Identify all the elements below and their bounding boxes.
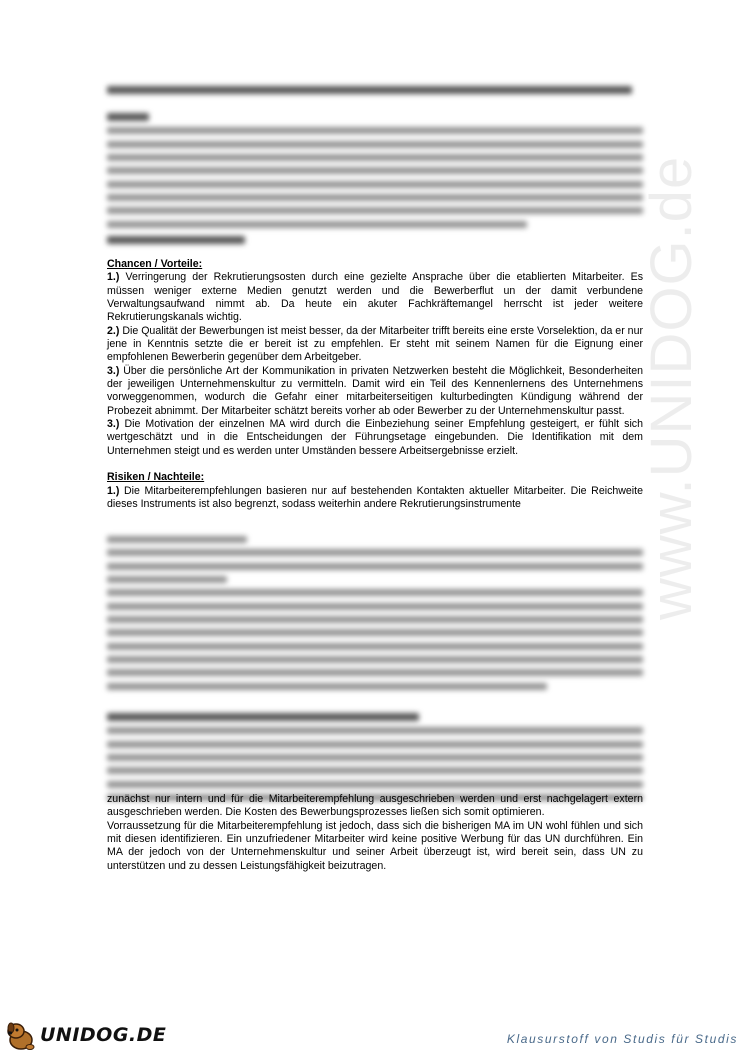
item-number: 1.) <box>107 484 120 497</box>
item-text: Die Motivation der einzelnen MA wird durch die Einbeziehung seiner Empfehlung gesteigert, er fühlt sich wertgeschätzt und in die Entscheidungen der Führungsetage eingebunden. Die Identifikation mit dem Unternehmen steigt und es werden unter Umständen bessere Arbeitsergebnisse erzielt. <box>107 418 643 457</box>
footer-tagline: Klausurstoff von Studis für Studis <box>506 1032 738 1046</box>
chancen-heading: Chancen / Vorteile: <box>107 258 203 270</box>
dog-mascot-icon <box>4 1018 38 1052</box>
chancen-item-4 <box>107 418 643 458</box>
item-number: 2.) <box>107 324 120 337</box>
tail-paragraph-1: zunächst nur intern und für die Mitarbeiterempfehlung ausgeschrieben werden und erst nachgelagert extern ausgeschrieben werden. Die Kosten des Bewerbungsprozesses ließen sich somit optimieren. <box>107 793 643 819</box>
item-text: Über die persönliche Art der Kommunikation in privaten Netzwerken besteht die Möglichkeit, Besonderheiten der jeweiligen Unternehmenskultur zu vermitteln. Damit wird ein Teil des Kennenlernens des Unternehmens vorweggenommen, wodurch die Gefahr einer mitarbeiterseitigen kulturbedingten Kündigung während der Probezeit abnimmt. Der Mitarbeiter schätzt bereits vorher ab oder Bewerber zu der Unternehmenskultur passt. <box>107 364 643 417</box>
risiken-heading: Risiken / Nachteile: <box>107 471 205 484</box>
chancen-item-3 <box>107 365 643 418</box>
item-number: 3.) <box>107 364 120 377</box>
item-number: 3.) <box>107 418 120 431</box>
document-tail <box>107 793 643 873</box>
blurred-introduction-block <box>107 113 643 234</box>
chancen-item-1 <box>107 271 643 324</box>
item-text: Verringerung der Rekrutierungsosten durch eine gezielte Ansprache über die etablierten Mitarbeiter. Es müssen weniger externe Medien genutzt werden und die Bewerberflut un der damit verbundene Verwaltungsaufwand nimmt ab. Da heute ein akuter Fachkräftemangel herrscht ist jeder weitere Rekrutierungskanals wichtig. <box>107 271 643 324</box>
chancen-item-2 <box>107 325 643 365</box>
logo-text[interactable]: UNIDOG.DE <box>40 1024 167 1046</box>
risiken-item-1 <box>107 485 643 512</box>
document-body <box>107 258 643 511</box>
item-text: Die Qualität der Bewerbungen ist meist besser, da der Mitarbeiter trifft bereits eine erste Vorselektion, da er nur jene in Kenntnis setzte die er bereit ist zu empfehlen. Er steht mit seinem Namen für die Eignung einer empfohlenen Bewerberin gegenüber dem Arbeitgeber. <box>107 324 643 364</box>
tail-paragraph-2: Vorraussetzung für die Mitarbeiterempfehlung ist jedoch, dass sich die bisherigen MA im UN wohl fühlen und sich mit diesen identifizieren. Ein unzufriedener Mitarbeiter wird keine positive Werbung für das UN durchführen. Ein MA der jedoch von der Unternehmenskultur und seiner Arbeit überzeugt ist, wird bereit sein, dass UN zu unterstützen und zu dessen Leistungsfähigkeit beizutragen. <box>107 819 643 872</box>
item-number: 1.) <box>107 271 120 284</box>
unidog-logo <box>4 1018 166 1052</box>
blurred-risks-block <box>107 536 643 696</box>
item-text: Die Mitarbeiterempfehlungen basieren nur auf bestehenden Kontakten aktueller Mitarbeiter. Die Reichweite dieses Instruments ist also begrenzt, sodass weiterhin andere Rekrutierungsinstrumente <box>107 484 643 510</box>
blurred-title-block <box>107 86 643 100</box>
watermark-text: www.UNIDOG.de <box>639 155 704 620</box>
blurred-subheading <box>107 236 643 250</box>
